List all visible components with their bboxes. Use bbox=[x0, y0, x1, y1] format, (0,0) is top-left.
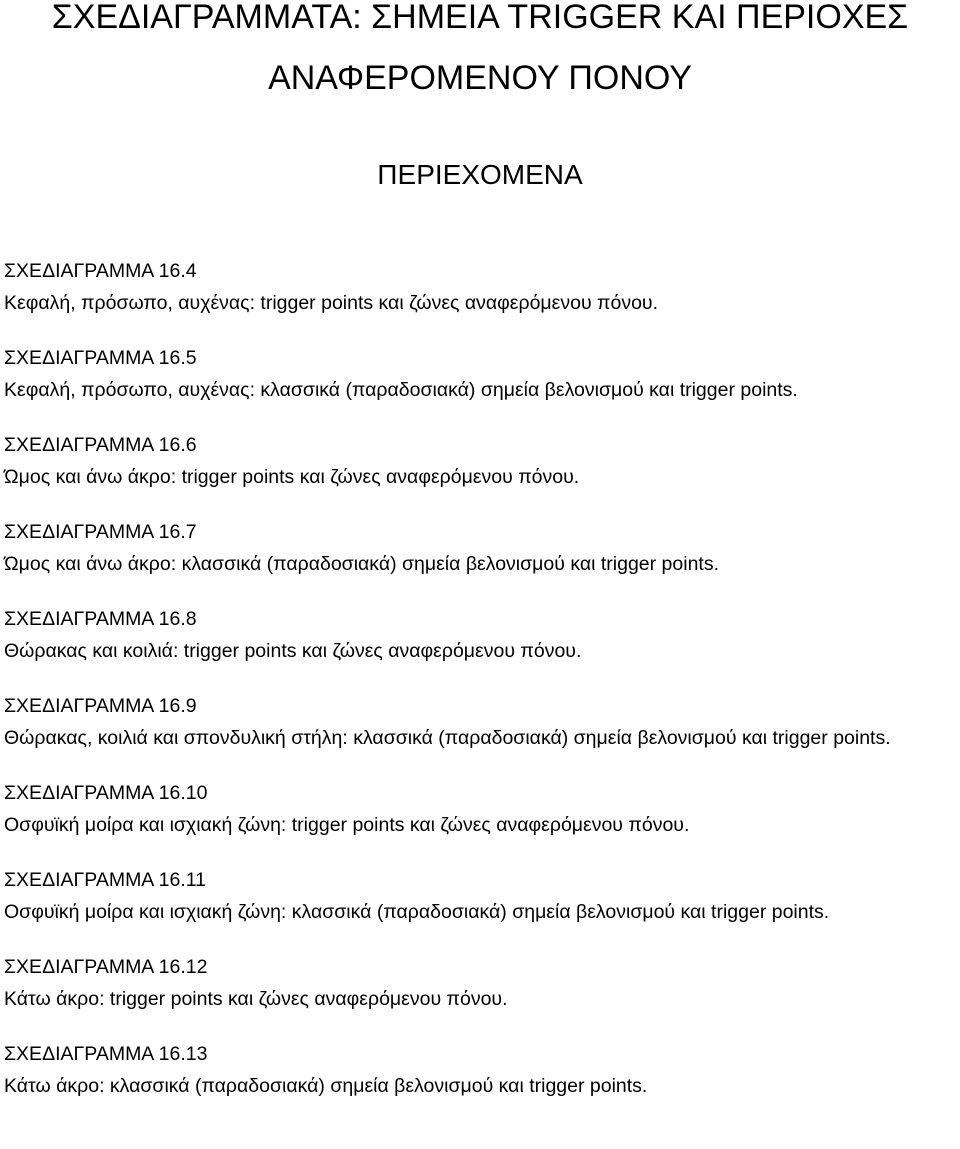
toc-entry-description: Ώμος και άνω άκρο: trigger points και ζώνες αναφερόμενου πόνου. bbox=[4, 466, 580, 488]
toc-entry-label: ΣΧΕΔΙΑΓΡΑΜΜΑ 16.7 bbox=[4, 521, 197, 543]
contents-heading: ΠΕΡΙΕΧΟΜΕΝΑ bbox=[377, 159, 583, 190]
toc-entry-16-5 bbox=[4, 342, 956, 406]
toc-entry-label: ΣΧΕΔΙΑΓΡΑΜΜΑ 16.9 bbox=[4, 695, 197, 717]
toc-entry-description: Θώρακας και κοιλιά: trigger points και ζώνες αναφερόμενου πόνου. bbox=[4, 640, 582, 662]
toc-entry-16-11 bbox=[4, 864, 956, 928]
document-title-line-2: ΑΝΑΦΕΡΟΜΕΝΟΥ ΠΟΝΟΥ bbox=[268, 59, 692, 97]
document-title-line-1: ΣΧΕΔΙΑΓΡΑΜΜΑΤΑ: ΣΗΜΕΙΑ TRIGGER ΚΑΙ ΠΕΡΙΟΧΕΣ bbox=[51, 0, 909, 36]
toc-entry-description: Κεφαλή, πρόσωπο, αυχένας: trigger points και ζώνες αναφερόμενου πόνου. bbox=[4, 292, 659, 314]
toc-entry-16-4 bbox=[4, 255, 956, 319]
toc-entry-description: Κεφαλή, πρόσωπο, αυχένας: κλασσικά (παραδοσιακά) σημεία βελονισμού και trigger points. bbox=[4, 379, 798, 401]
toc-entry-label: ΣΧΕΔΙΑΓΡΑΜΜΑ 16.12 bbox=[4, 956, 208, 978]
toc-entry-16-9 bbox=[4, 690, 956, 754]
toc-entry-16-8 bbox=[4, 603, 956, 667]
toc-entry-label: ΣΧΕΔΙΑΓΡΑΜΜΑ 16.4 bbox=[4, 260, 197, 282]
toc-entry-16-13 bbox=[4, 1038, 956, 1102]
toc-entry-description: Οσφυϊκή μοίρα και ισχιακή ζώνη: κλασσικά (παραδοσιακά) σημεία βελονισμού και trigger points. bbox=[4, 901, 830, 923]
toc-entry-16-12 bbox=[4, 951, 956, 1015]
toc-entry-label: ΣΧΕΔΙΑΓΡΑΜΜΑ 16.5 bbox=[4, 347, 197, 369]
toc-entry-description: Κάτω άκρο: trigger points και ζώνες αναφερόμενου πόνου. bbox=[4, 988, 508, 1010]
toc-entry-label: ΣΧΕΔΙΑΓΡΑΜΜΑ 16.13 bbox=[4, 1043, 208, 1065]
toc-entry-label: ΣΧΕΔΙΑΓΡΑΜΜΑ 16.8 bbox=[4, 608, 197, 630]
toc-entry-label: ΣΧΕΔΙΑΓΡΑΜΜΑ 16.11 bbox=[4, 869, 207, 891]
toc-entry-16-6 bbox=[4, 429, 956, 493]
toc-entry-16-10 bbox=[4, 777, 956, 841]
toc-entry-description: Θώρακας, κοιλιά και σπονδυλική στήλη: κλασσικά (παραδοσιακά) σημεία βελονισμού και trigger points. bbox=[4, 727, 891, 749]
toc-entry-label: ΣΧΕΔΙΑΓΡΑΜΜΑ 16.10 bbox=[4, 782, 208, 804]
toc-entry-16-7 bbox=[4, 516, 956, 580]
toc-entry-description: Οσφυϊκή μοίρα και ισχιακή ζώνη: trigger points και ζώνες αναφερόμενου πόνου. bbox=[4, 814, 690, 836]
toc-entry-description: Κάτω άκρο: κλασσικά (παραδοσιακά) σημεία βελονισμού και trigger points. bbox=[4, 1075, 648, 1097]
toc-entry-description: Ώμος και άνω άκρο: κλασσικά (παραδοσιακά) σημεία βελονισμού και trigger points. bbox=[4, 553, 719, 575]
toc-entry-label: ΣΧΕΔΙΑΓΡΑΜΜΑ 16.6 bbox=[4, 434, 197, 456]
table-of-contents bbox=[4, 255, 956, 1125]
